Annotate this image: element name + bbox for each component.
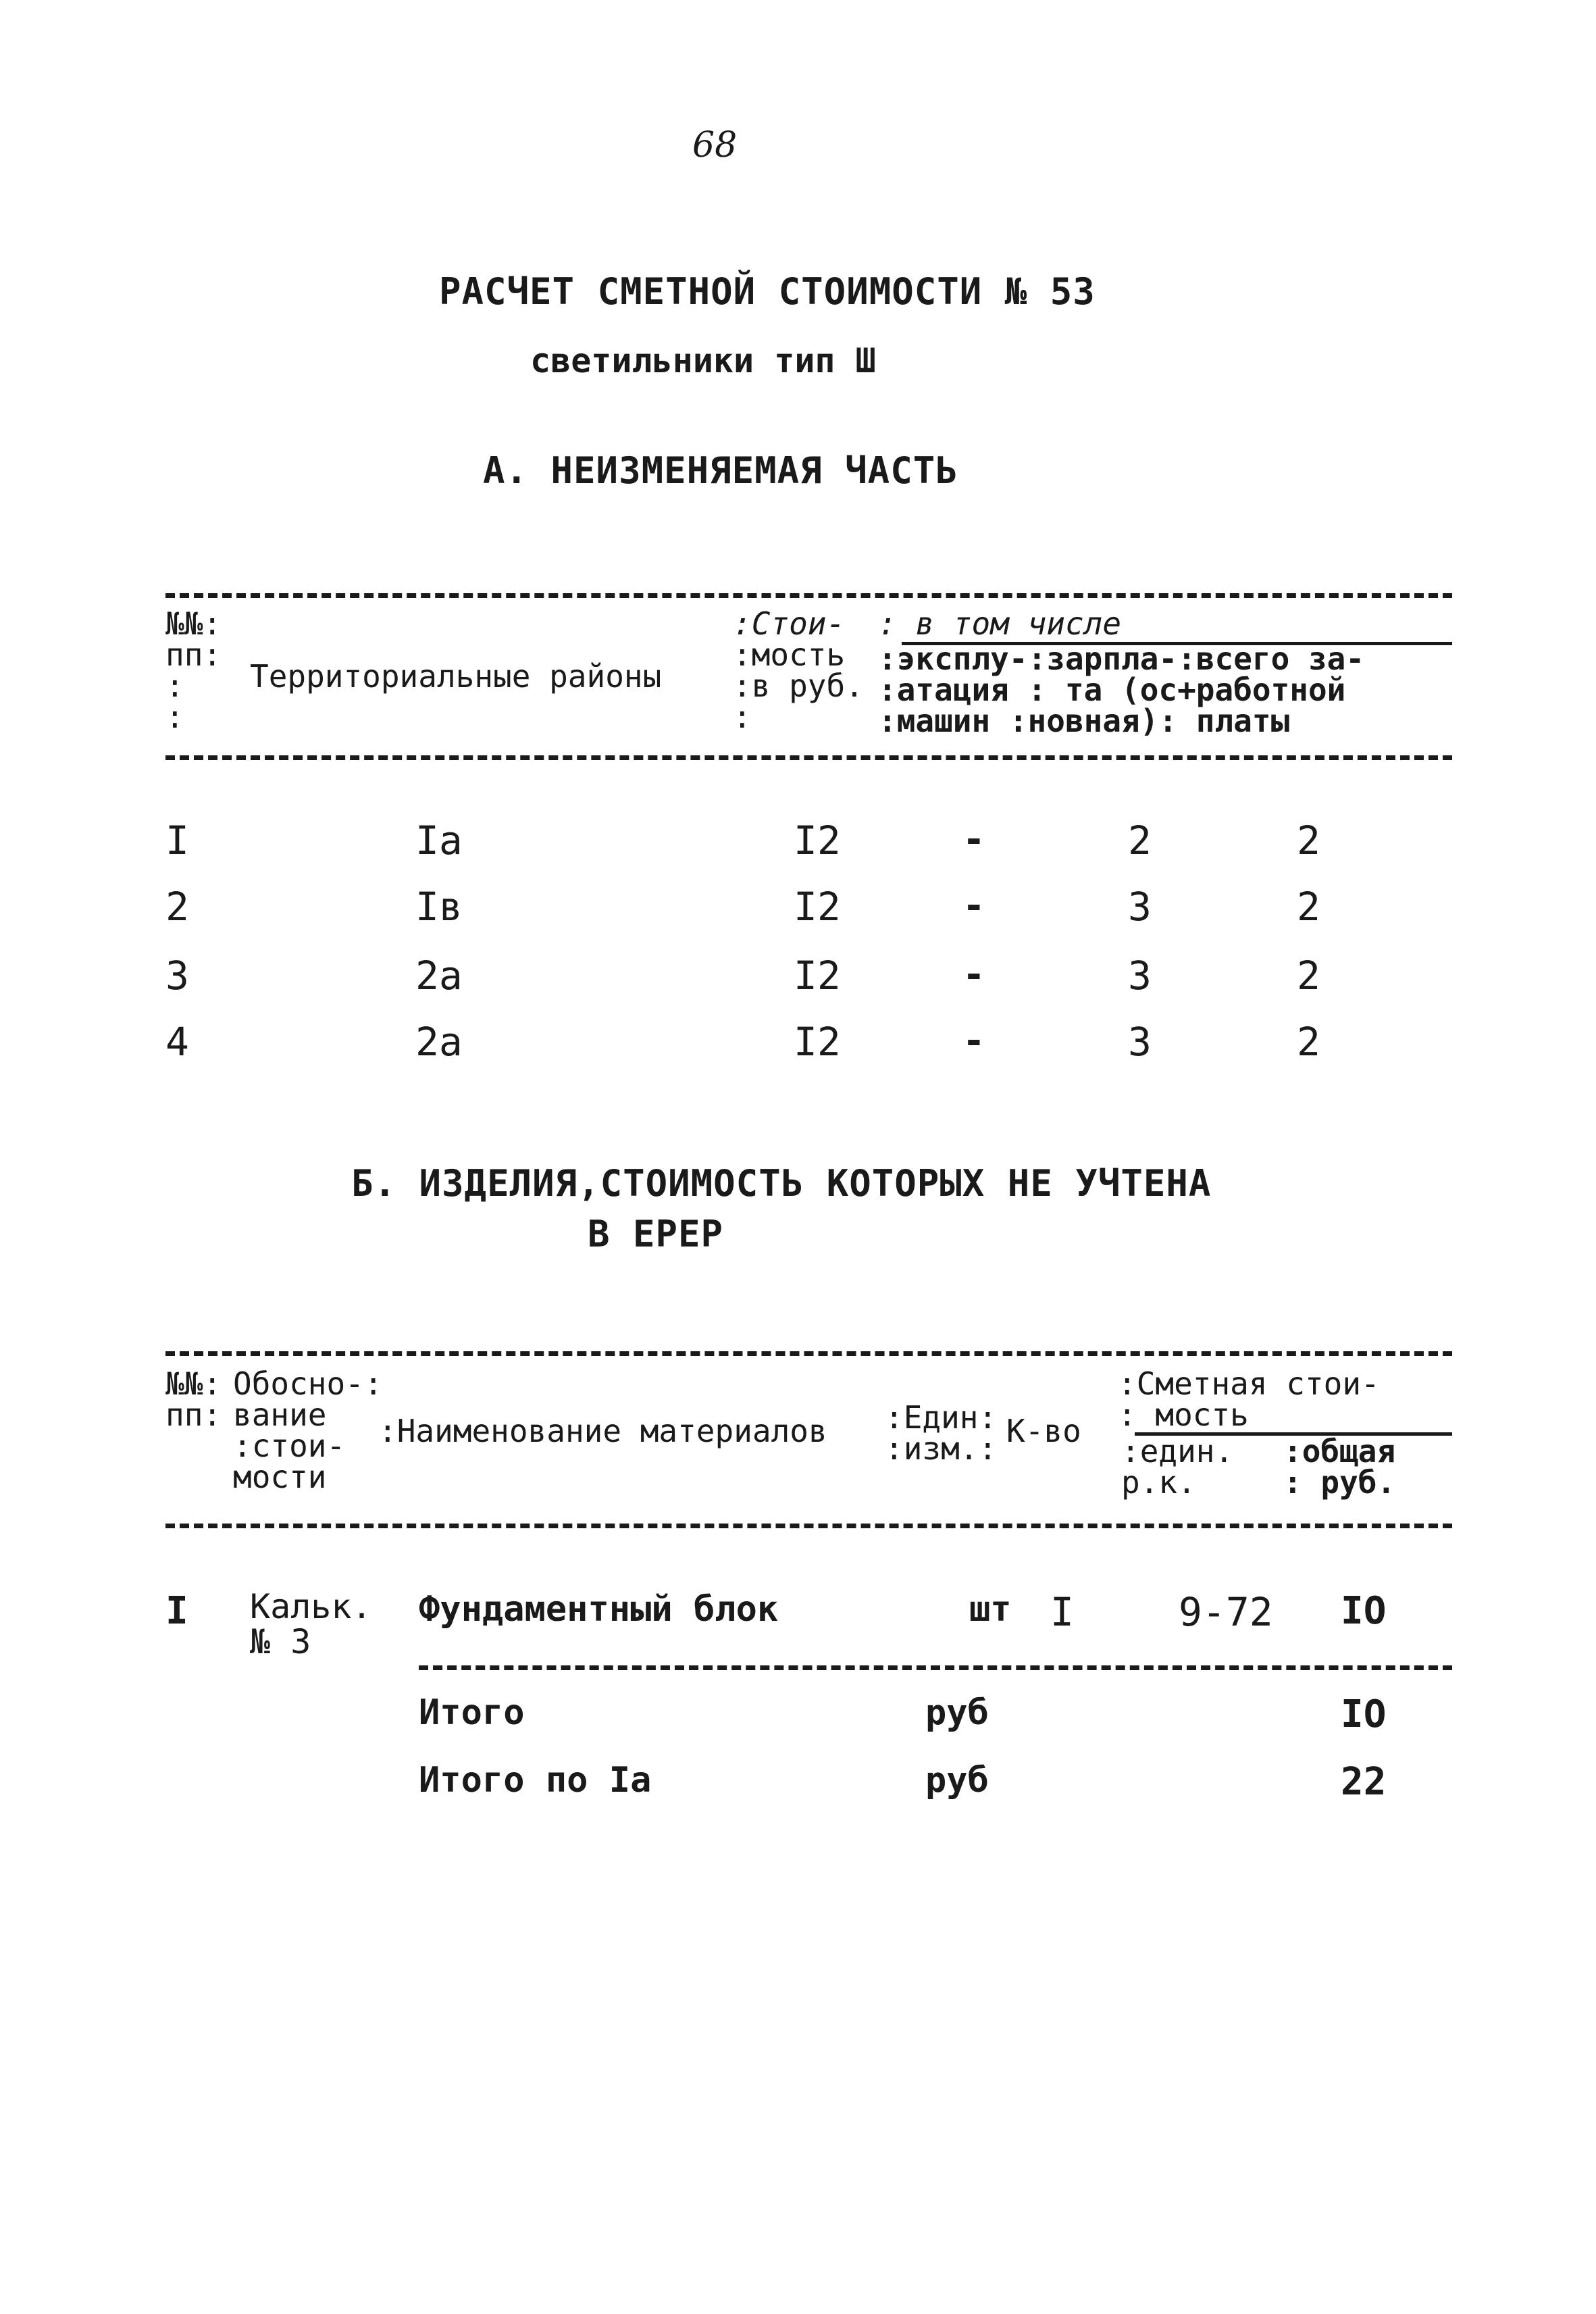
table-a-header-num: №№: пп: : : — [165, 605, 222, 735]
row-unit-price: 9-72 — [1179, 1589, 1273, 1635]
row-basis: Кальк. № 3 — [250, 1587, 372, 1661]
table-b-top-rule — [165, 1351, 1452, 1356]
row-total: IO — [1341, 1589, 1387, 1633]
table-a-header-incl: : в том числе — [878, 605, 1122, 642]
section-b-heading-line2: В ЕРЕР — [588, 1213, 724, 1255]
table-a-top-rule — [165, 593, 1452, 598]
table-b-header-estimate: :Сметная стои- : мость — [1118, 1365, 1380, 1433]
table-b-header-total: :общая : руб. — [1283, 1433, 1396, 1501]
totals-label: Итого по Iа — [419, 1760, 652, 1801]
row-salary: 3 — [1128, 1019, 1152, 1065]
row-total-salary: 2 — [1297, 884, 1320, 930]
row-salary: 3 — [1128, 953, 1152, 999]
row-cost: I2 — [794, 1019, 841, 1065]
table-a-header-sub: :эксплу-:зарпла-:всего за- :атация : та (ос+работной :машин :новная): платы — [878, 640, 1365, 739]
row-name: Фундаментный блок — [419, 1589, 779, 1630]
row-num: I — [165, 818, 189, 863]
totals-value: 22 — [1341, 1760, 1387, 1804]
row-total-salary: 2 — [1297, 818, 1320, 863]
row-salary: 3 — [1128, 884, 1152, 930]
row-cost: I2 — [794, 818, 841, 863]
row-num: 3 — [165, 953, 189, 999]
row-region: Iв — [415, 884, 463, 930]
document-subtitle: светильники тип Ш — [530, 341, 876, 380]
table-b-header-qty: К-во — [1006, 1413, 1081, 1449]
totals-unit: руб — [925, 1760, 989, 1801]
row-region: 2а — [415, 953, 463, 999]
row-salary: 2 — [1128, 818, 1152, 863]
row-num: 4 — [165, 1019, 189, 1065]
table-b-header-basis: Обосно-: вание :стои- мости — [233, 1365, 383, 1495]
table-a-header-cost: :Стои- :мость :в руб. : — [733, 605, 864, 735]
page-number: 68 — [692, 125, 738, 166]
row-cost: I2 — [794, 884, 841, 930]
table-a-header-region: Территориальные районы — [250, 658, 662, 695]
row-total-salary: 2 — [1297, 1019, 1320, 1065]
row-num: 2 — [165, 884, 189, 930]
totals-label: Итого — [419, 1692, 525, 1733]
totals-unit: руб — [925, 1692, 989, 1733]
row-machines: - — [962, 818, 985, 861]
row-region: Iа — [415, 818, 463, 863]
row-total-salary: 2 — [1297, 953, 1320, 999]
table-b-header-unit-price: :един. р.к. — [1121, 1433, 1234, 1501]
table-a-header-rule — [165, 755, 1452, 760]
row-machines: - — [962, 1019, 985, 1063]
totals-value: IO — [1341, 1692, 1387, 1736]
table-b-header-rule — [165, 1524, 1452, 1528]
table-b-header-name: :Наименование материалов — [378, 1413, 827, 1449]
row-region: 2а — [415, 1019, 463, 1065]
row-num: I — [165, 1589, 188, 1633]
row-cost: I2 — [794, 953, 841, 999]
section-b-heading: Б. ИЗДЕЛИЯ,СТОИМОСТЬ КОТОРЫХ НЕ УЧТЕНА — [351, 1162, 1212, 1205]
section-a-heading: А. НЕИЗМЕНЯЕМАЯ ЧАСТЬ — [483, 449, 958, 492]
row-machines: - — [962, 884, 985, 928]
document-title: РАСЧЕТ СМЕТНОЙ СТОИМОСТИ № 53 — [439, 270, 1096, 313]
table-b-header-unit: :Един: :изм.: — [885, 1399, 998, 1467]
row-unit: шт — [969, 1589, 1012, 1630]
table-b-row-rule — [419, 1665, 1452, 1670]
table-b-header-num: №№: пп: — [165, 1365, 222, 1433]
row-qty: I — [1050, 1589, 1074, 1635]
row-machines: - — [962, 953, 985, 997]
